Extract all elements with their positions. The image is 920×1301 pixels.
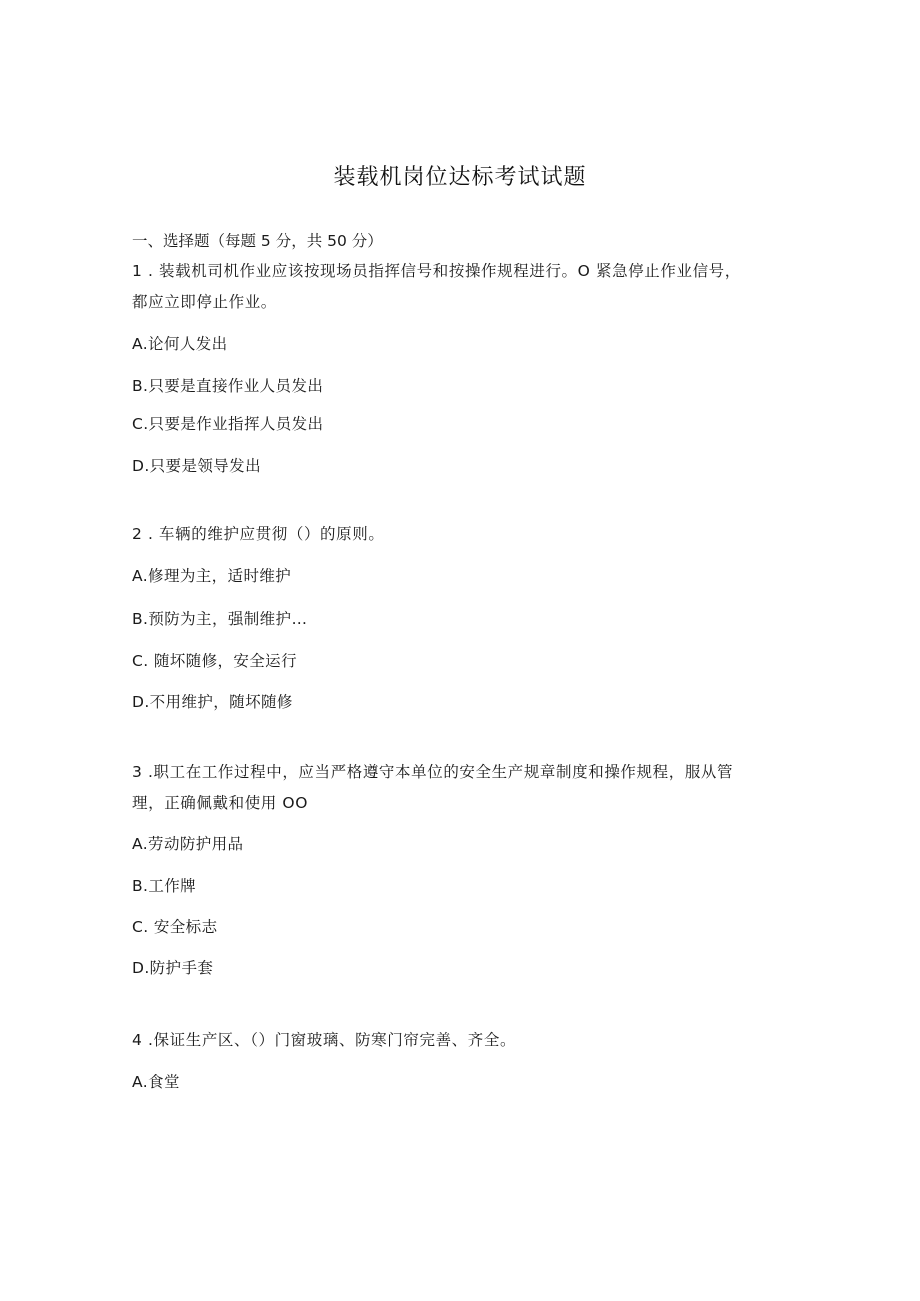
question-3-option-c: C. 安全标志 (132, 918, 218, 936)
exam-title: 装载机岗位达标考试试题 (333, 165, 587, 190)
question-2-option-a: A.修理为主，适时维护 (132, 567, 292, 585)
question-3-stem-line-2: 理，正确佩戴和使用 OO (132, 794, 309, 812)
question-4-stem-line-1: 4 .保证生产区、（）门窗玻璃、防寒门帘完善、齐全。 (132, 1031, 517, 1049)
question-1-stem-line-2: 都应立即停止作业。 (132, 293, 277, 311)
question-3-option-d: D.防护手套 (132, 959, 214, 977)
question-3-option-b: B.工作牌 (132, 877, 197, 895)
question-4-option-a: A.食堂 (132, 1073, 180, 1091)
question-1-option-b: B.只要是直接作业人员发出 (132, 377, 324, 395)
question-1-option-c: C.只要是作业指挥人员发出 (132, 415, 324, 433)
question-2-stem-line-1: 2 . 车辆的维护应贯彻（）的原则。 (132, 525, 385, 543)
question-3-option-a: A.劳动防护用品 (132, 835, 244, 853)
question-2-option-c: C. 随坏随修，安全运行 (132, 652, 297, 670)
question-2-option-d: D.不用维护，随坏随修 (132, 693, 293, 711)
question-1-option-a: A.论何人发出 (132, 335, 228, 353)
question-2-option-b: B.预防为主，强制维护… (132, 610, 308, 628)
section-heading: 一、选择题（每题 5 分，共 50 分） (132, 232, 383, 250)
question-1-stem-line-1: 1 . 装载机司机作业应该按现场员指挥信号和按操作规程进行。O 紧急停止作业信号， (132, 262, 741, 280)
question-1-option-d: D.只要是领导发出 (132, 457, 261, 475)
question-3-stem-line-1: 3 .职工在工作过程中，应当严格遵守本单位的安全生产规章制度和操作规程，服从管 (132, 763, 734, 781)
